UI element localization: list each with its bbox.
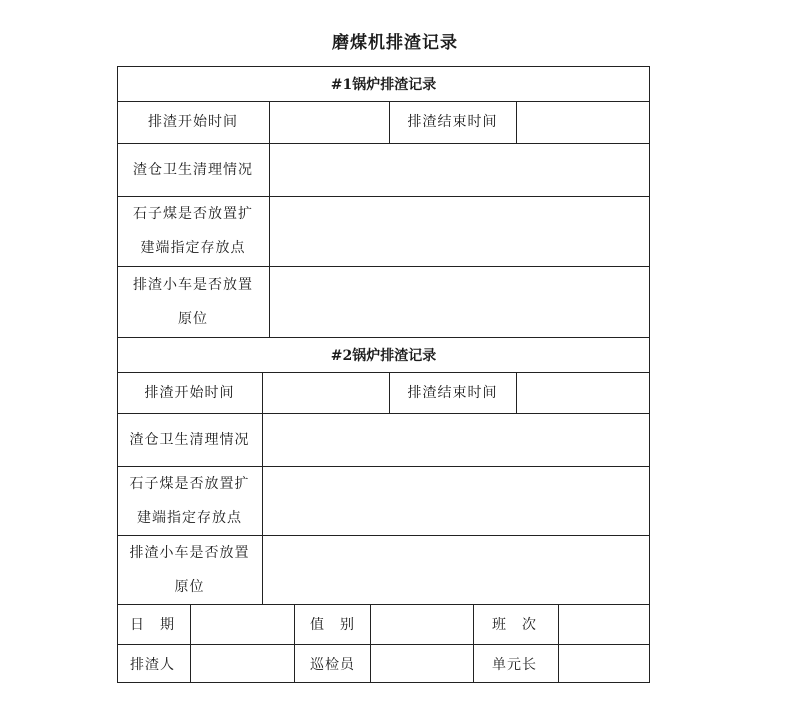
boiler-2-cart-field[interactable] [262, 535, 650, 604]
boiler-2-cart-label: 排渣小车是否放置 原位 [129, 544, 250, 595]
boiler-2-end-time-label: 排渣结束时间 [407, 384, 498, 401]
boiler-2-cleanliness-label: 渣仓卫生清理情况 [129, 431, 250, 448]
boiler-1-end-time-field[interactable] [516, 101, 650, 143]
boiler-2-stone-coal-field[interactable] [262, 466, 650, 535]
boiler-1-cleanliness-field[interactable] [269, 143, 650, 196]
boiler-2-stone-coal-label: 石子煤是否放置扩 建端指定存放点 [129, 475, 250, 526]
boiler-1-cart-field[interactable] [269, 266, 650, 337]
column-divider [473, 604, 474, 683]
shift-value-label: 值 别 [310, 617, 355, 633]
boiler-1-start-time-label: 排渣开始时间 [148, 114, 238, 130]
page-title: 磨煤机排渣记录 [332, 33, 458, 53]
boiler-2-end-time-field[interactable] [516, 372, 650, 413]
column-divider [294, 604, 295, 683]
boiler-1-section-title: #1锅炉排渣记录 [330, 76, 437, 93]
boiler-2-start-time-label: 排渣开始时间 [144, 384, 235, 401]
boiler-2-cleanliness-field[interactable] [262, 413, 650, 466]
operator-label: 排渣人 [130, 656, 175, 673]
boiler-1-cart-label: 排渣小车是否放置 原位 [133, 276, 253, 327]
shift-value-field[interactable] [370, 604, 473, 644]
inspector-field[interactable] [370, 644, 473, 683]
date-label: 日 期 [130, 617, 175, 633]
boiler-2-start-time-field[interactable] [262, 372, 389, 413]
boiler-1-stone-coal-field[interactable] [269, 196, 650, 266]
inspector-label: 巡检员 [310, 656, 355, 673]
boiler-1-cleanliness-label: 渣仓卫生清理情况 [133, 161, 253, 178]
boiler-1-stone-coal-label: 石子煤是否放置扩 建端指定存放点 [133, 206, 253, 256]
operator-field[interactable] [190, 644, 294, 683]
shift-label: 班 次 [492, 617, 537, 633]
unit-head-label: 单元长 [492, 656, 537, 673]
shift-field[interactable] [558, 604, 650, 644]
boiler-2-section-title: #2锅炉排渣记录 [330, 347, 437, 364]
boiler-1-start-time-field[interactable] [269, 101, 389, 143]
boiler-1-end-time-label: 排渣结束时间 [407, 114, 498, 130]
unit-head-field[interactable] [558, 644, 650, 683]
date-field[interactable] [190, 604, 294, 644]
